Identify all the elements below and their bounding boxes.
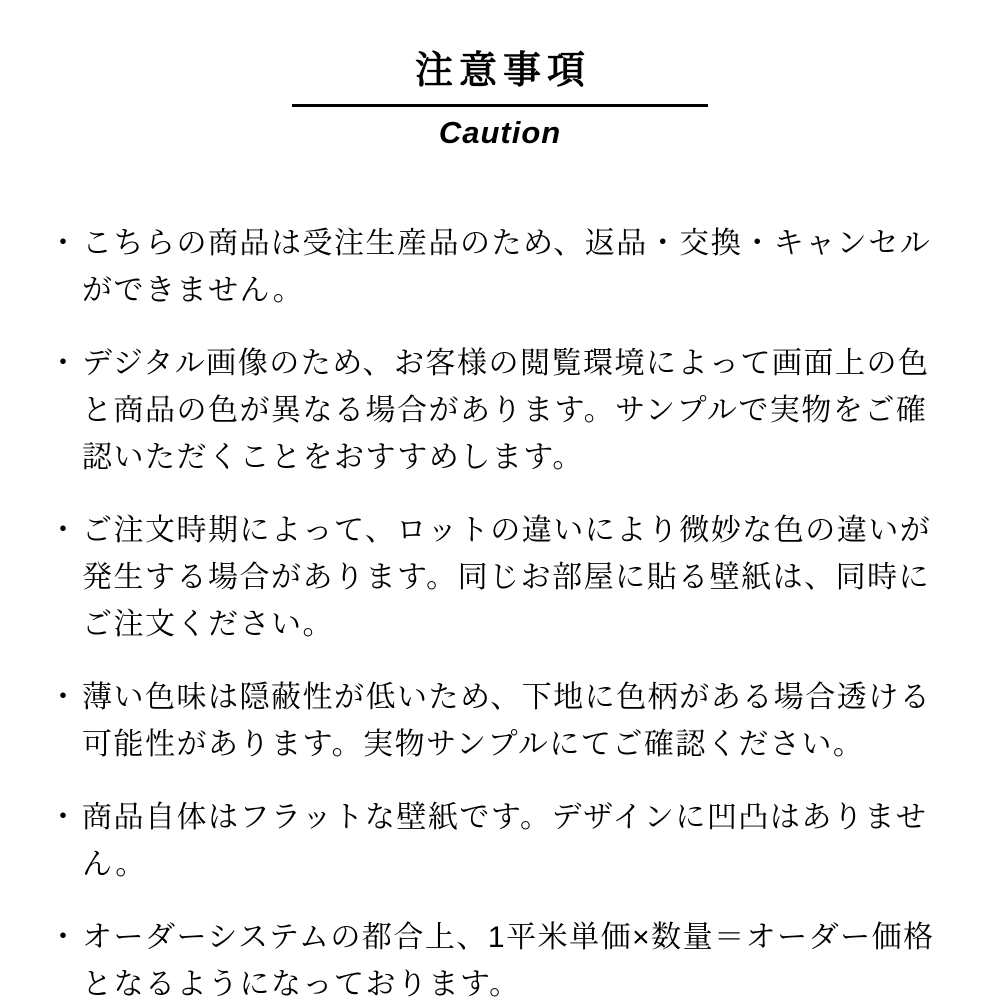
bullet-marker: ・ xyxy=(48,800,80,834)
page-title-japanese: 注意事項 xyxy=(414,50,591,92)
bullet-marker: ・ xyxy=(48,346,80,380)
list-item xyxy=(48,914,948,1000)
list-item xyxy=(48,674,948,768)
bullet-marker: ・ xyxy=(48,920,80,954)
list-item xyxy=(48,340,948,481)
list-item xyxy=(48,507,948,648)
caution-text-opacity: 薄い色味は隠蔽性が低いため、下地に色柄がある場合透ける可能性があります。実物サンプルにてご確認ください。 xyxy=(82,680,932,761)
caution-list xyxy=(0,220,1000,1000)
list-item xyxy=(48,794,948,888)
header xyxy=(0,0,1000,150)
caution-text-order-pricing: オーダーシステムの都合上、1平米単価×数量＝オーダー価格となるようになっております。 xyxy=(82,920,935,1000)
list-item xyxy=(48,220,948,314)
bullet-marker: ・ xyxy=(48,513,80,547)
title-divider xyxy=(292,104,708,107)
caution-text-color-difference: デジタル画像のため、お客様の閲覧環境によって画面上の色と商品の色が異なる場合があります。サンプルで実物をご確認いただくことをおすすめします。 xyxy=(82,346,930,474)
bullet-marker: ・ xyxy=(48,680,80,714)
caution-text-flat-wallpaper: 商品自体はフラットな壁紙です。デザインに凹凸はありません。 xyxy=(82,800,928,881)
bullet-marker: ・ xyxy=(48,226,80,260)
caution-text-return-policy: こちらの商品は受注生産品のため、返品・交換・キャンセルができません。 xyxy=(82,226,932,307)
caution-text-lot-difference: ご注文時期によって、ロットの違いにより微妙な色の違いが発生する場合があります。同じお部屋に貼る壁紙は、同時にご注文ください。 xyxy=(82,513,932,641)
page-title-english: Caution xyxy=(438,114,562,150)
